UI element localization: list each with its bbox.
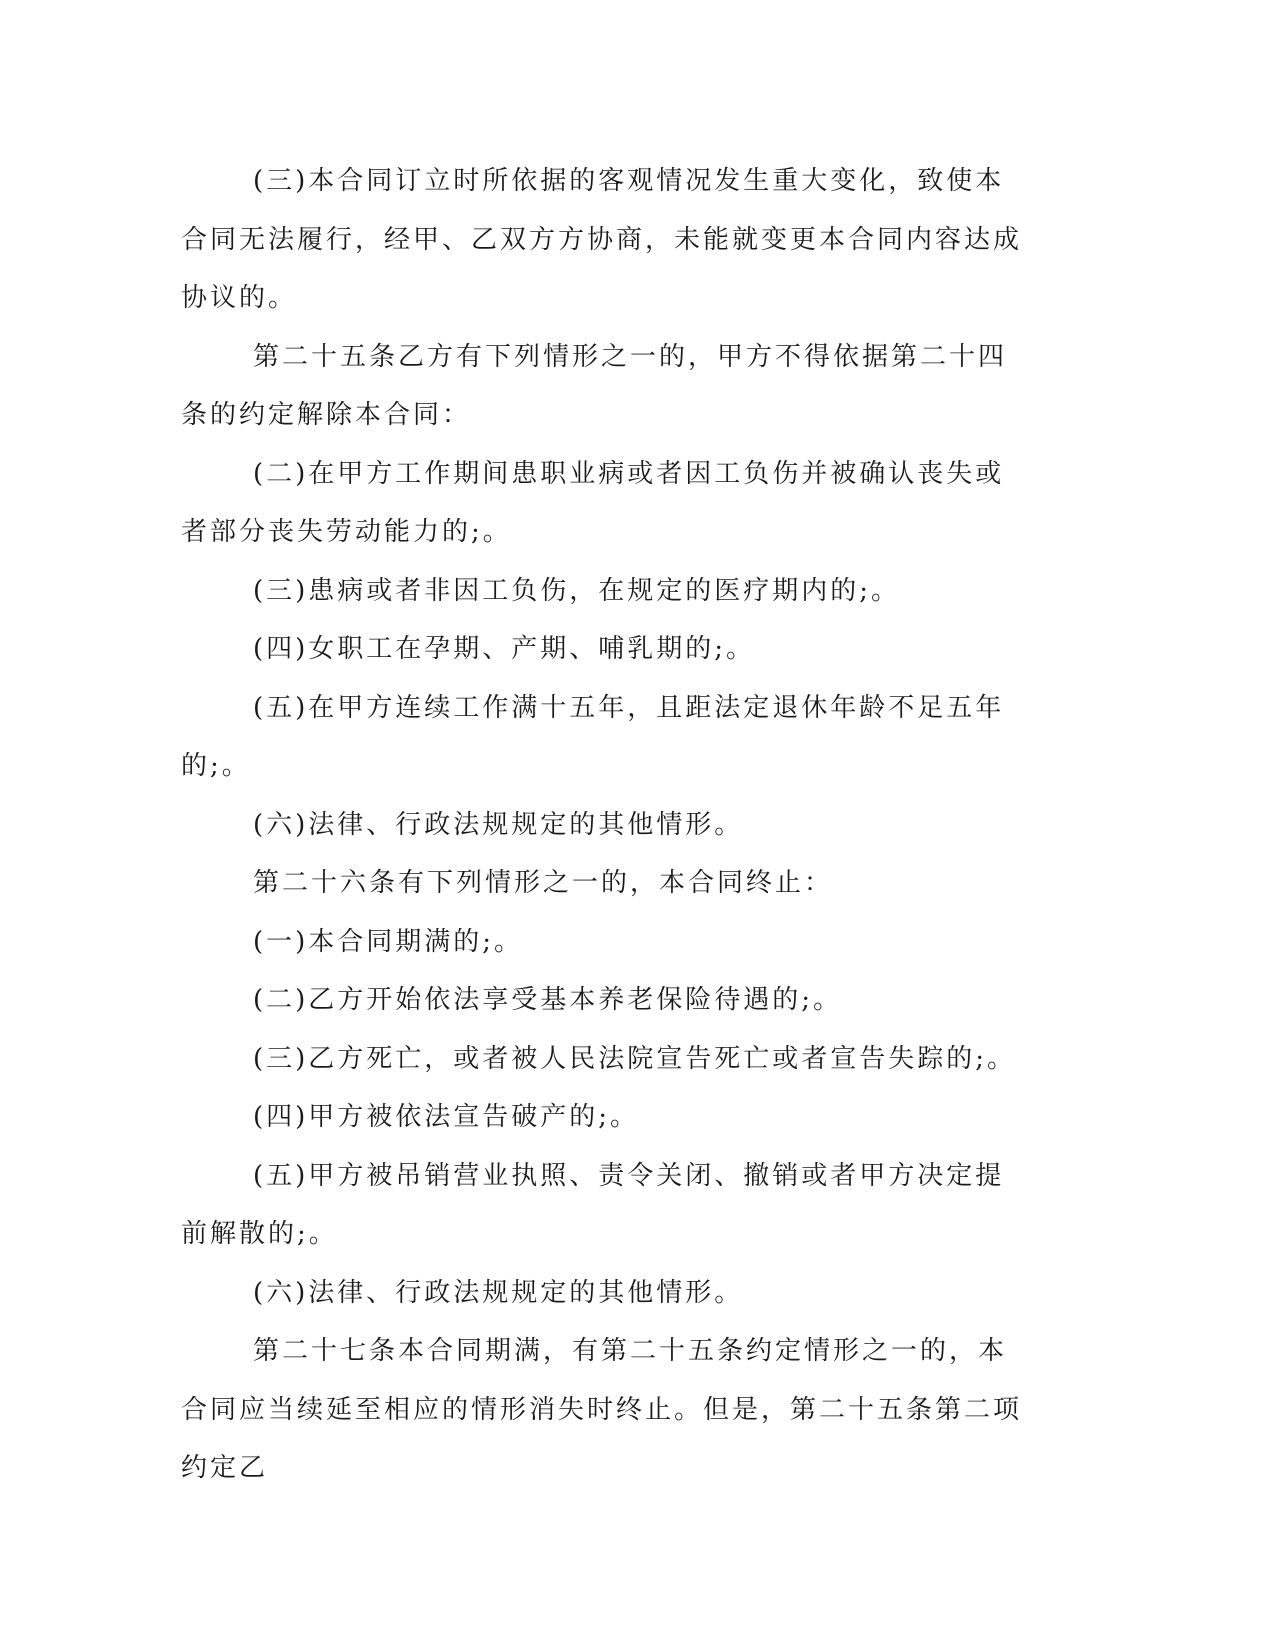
paragraph-item-4-female-worker: (四)女职工在孕期、产期、哺乳期的;。 [253, 634, 756, 664]
paragraph-clause-3-objective-change: (三)本合同订立时所依据的客观情况发生重大变化，致使本合同无法履行，经甲、乙双方方协商，未能就变更本合同内容达成协议的。 [181, 166, 1023, 313]
paragraph-item-5-fifteen-years: (五)在甲方连续工作满十五年，且距法定退休年龄不足五年的;。 [181, 692, 1005, 781]
paragraph-termination-item-3: (三)乙方死亡，或者被人民法院宣告死亡或者宣告失踪的;。 [253, 1043, 1017, 1074]
paragraph-item-2-occupational-disease: (二)在甲方工作期间患职业病或者因工负伤并被确认丧失或者部分丧失劳动能力的;。 [181, 458, 1005, 547]
paragraph-article-27: 第二十七条本合同期满，有第二十五条约定情形之一的，本合同应当续延至相应的情形消失时终止。但是，第二十五条第二项约定乙 [181, 1336, 1023, 1483]
paragraph-termination-item-6: (六)法律、行政法规规定的其他情形。 [253, 1277, 744, 1308]
paragraph-termination-item-1: (一)本合同期满的;。 [253, 926, 524, 957]
paragraph-termination-item-2: (二)乙方开始依法享受基本养老保险待遇的;。 [253, 985, 843, 1015]
paragraph-termination-item-5: (五)甲方被吊销营业执照、责令关闭、撤销或者甲方决定提前解散的;。 [181, 1160, 1005, 1249]
paragraph-article-26: 第二十六条有下列情形之一的，本合同终止： [253, 868, 834, 898]
paragraph-termination-item-4: (四)甲方被依法宣告破产的;。 [253, 1102, 640, 1132]
paragraph-item-3-medical-period: (三)患病或者非因工负伤，在规定的医疗期内的;。 [253, 575, 901, 606]
paragraph-item-6-other-cases: (六)法律、行政法规规定的其他情形。 [253, 809, 744, 840]
paragraph-article-25: 第二十五条乙方有下列情形之一的，甲方不得依据第二十四条的约定解除本合同： [181, 341, 1008, 430]
document-body [181, 152, 1031, 1498]
